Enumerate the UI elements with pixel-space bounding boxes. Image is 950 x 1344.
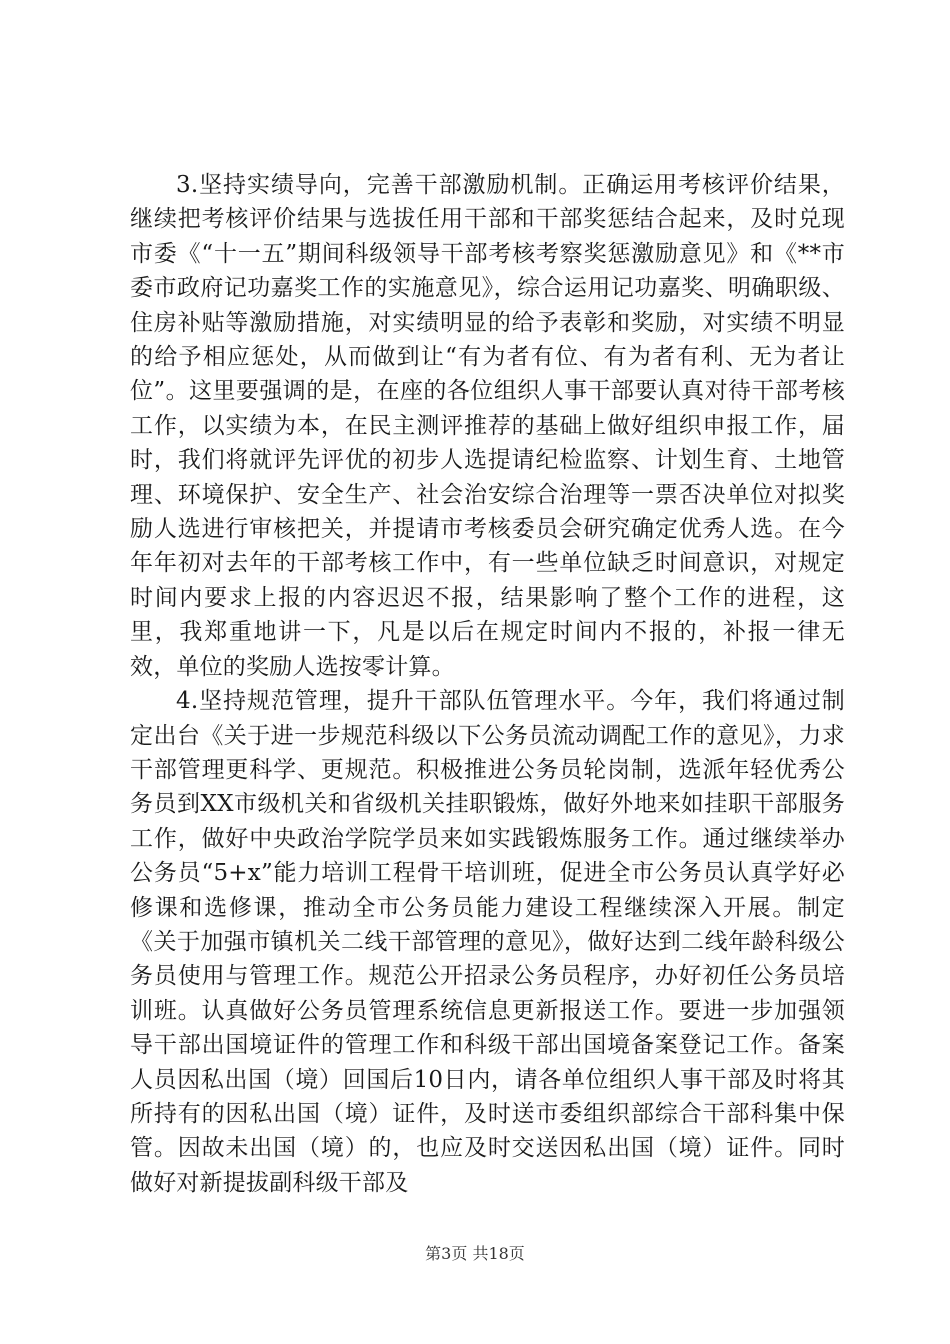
document-body <box>130 168 845 1200</box>
paragraph-item-4: 4.坚持规范管理，提升干部队伍管理水平。今年，我们将通过制定出台《关于进一步规范科级以下公务员流动调配工作的意见》，力求干部管理更科学、更规范。积极推进公务员轮岗制，选派年轻优秀公务员到XX市级机关和省级机关挂职锻炼，做好外地来如挂职干部服务工作，做好中央政治学院学员来如实践锻炼服务工作。通过继续举办公务员“5+x”能力培训工程骨干培训班，促进全市公务员认真学好必修课和选修课，推动全市公务员能力建设工程继续深入开展。制定《关于加强市镇机关二线干部管理的意见》，做好达到二线年龄科级公务员使用与管理工作。规范公开招录公务员程序，办好初任公务员培训班。认真做好公务员管理系统信息更新报送工作。要进一步加强领导干部出国境证件的管理工作和科级干部出国境备案登记工作。备案人员因私出国（境）回国后10日内，请各单位组织人事干部及时将其所持有的因私出国（境）证件，及时送市委组织部综合干部科集中保管。因故未出国（境）的，也应及时交送因私出国（境）证件。同时做好对新提拔副科级干部及 <box>130 688 845 1196</box>
paragraph-item-3: 3.坚持实绩导向，完善干部激励机制。正确运用考核评价结果，继续把考核评价结果与选拔任用干部和干部奖惩结合起来，及时兑现市委《“十一五”期间科级领导干部考核考察奖惩激励意见》和《**市委市政府记功嘉奖工作的实施意见》，综合运用记功嘉奖、明确职级、住房补贴等激励措施，对实绩明显的给予表彰和奖励，对实绩不明显的给予相应惩处，从而做到让“有为者有位、有为者有利、无为者让位”。这里要强调的是，在座的各位组织人事干部要认真对待干部考核工作，以实绩为本，在民主测评推荐的基础上做好组织申报工作，届时，我们将就评先评优的初步人选提请纪检监察、计划生育、土地管理、环境保护、安全生产、社会治安综合治理等一票否决单位对拟奖励人选进行审核把关，并提请市考核委员会研究确定优秀人选。在今年年初对去年的干部考核工作中，有一些单位缺乏时间意识，对规定时间内要求上报的内容迟迟不报，结果影响了整个工作的进程，这里，我郑重地讲一下，凡是以后在规定时间内不报的，补报一律无效，单位的奖励人选按零计算。 <box>130 172 845 680</box>
page-number-footer: 第3页 共18页 <box>425 1244 525 1263</box>
